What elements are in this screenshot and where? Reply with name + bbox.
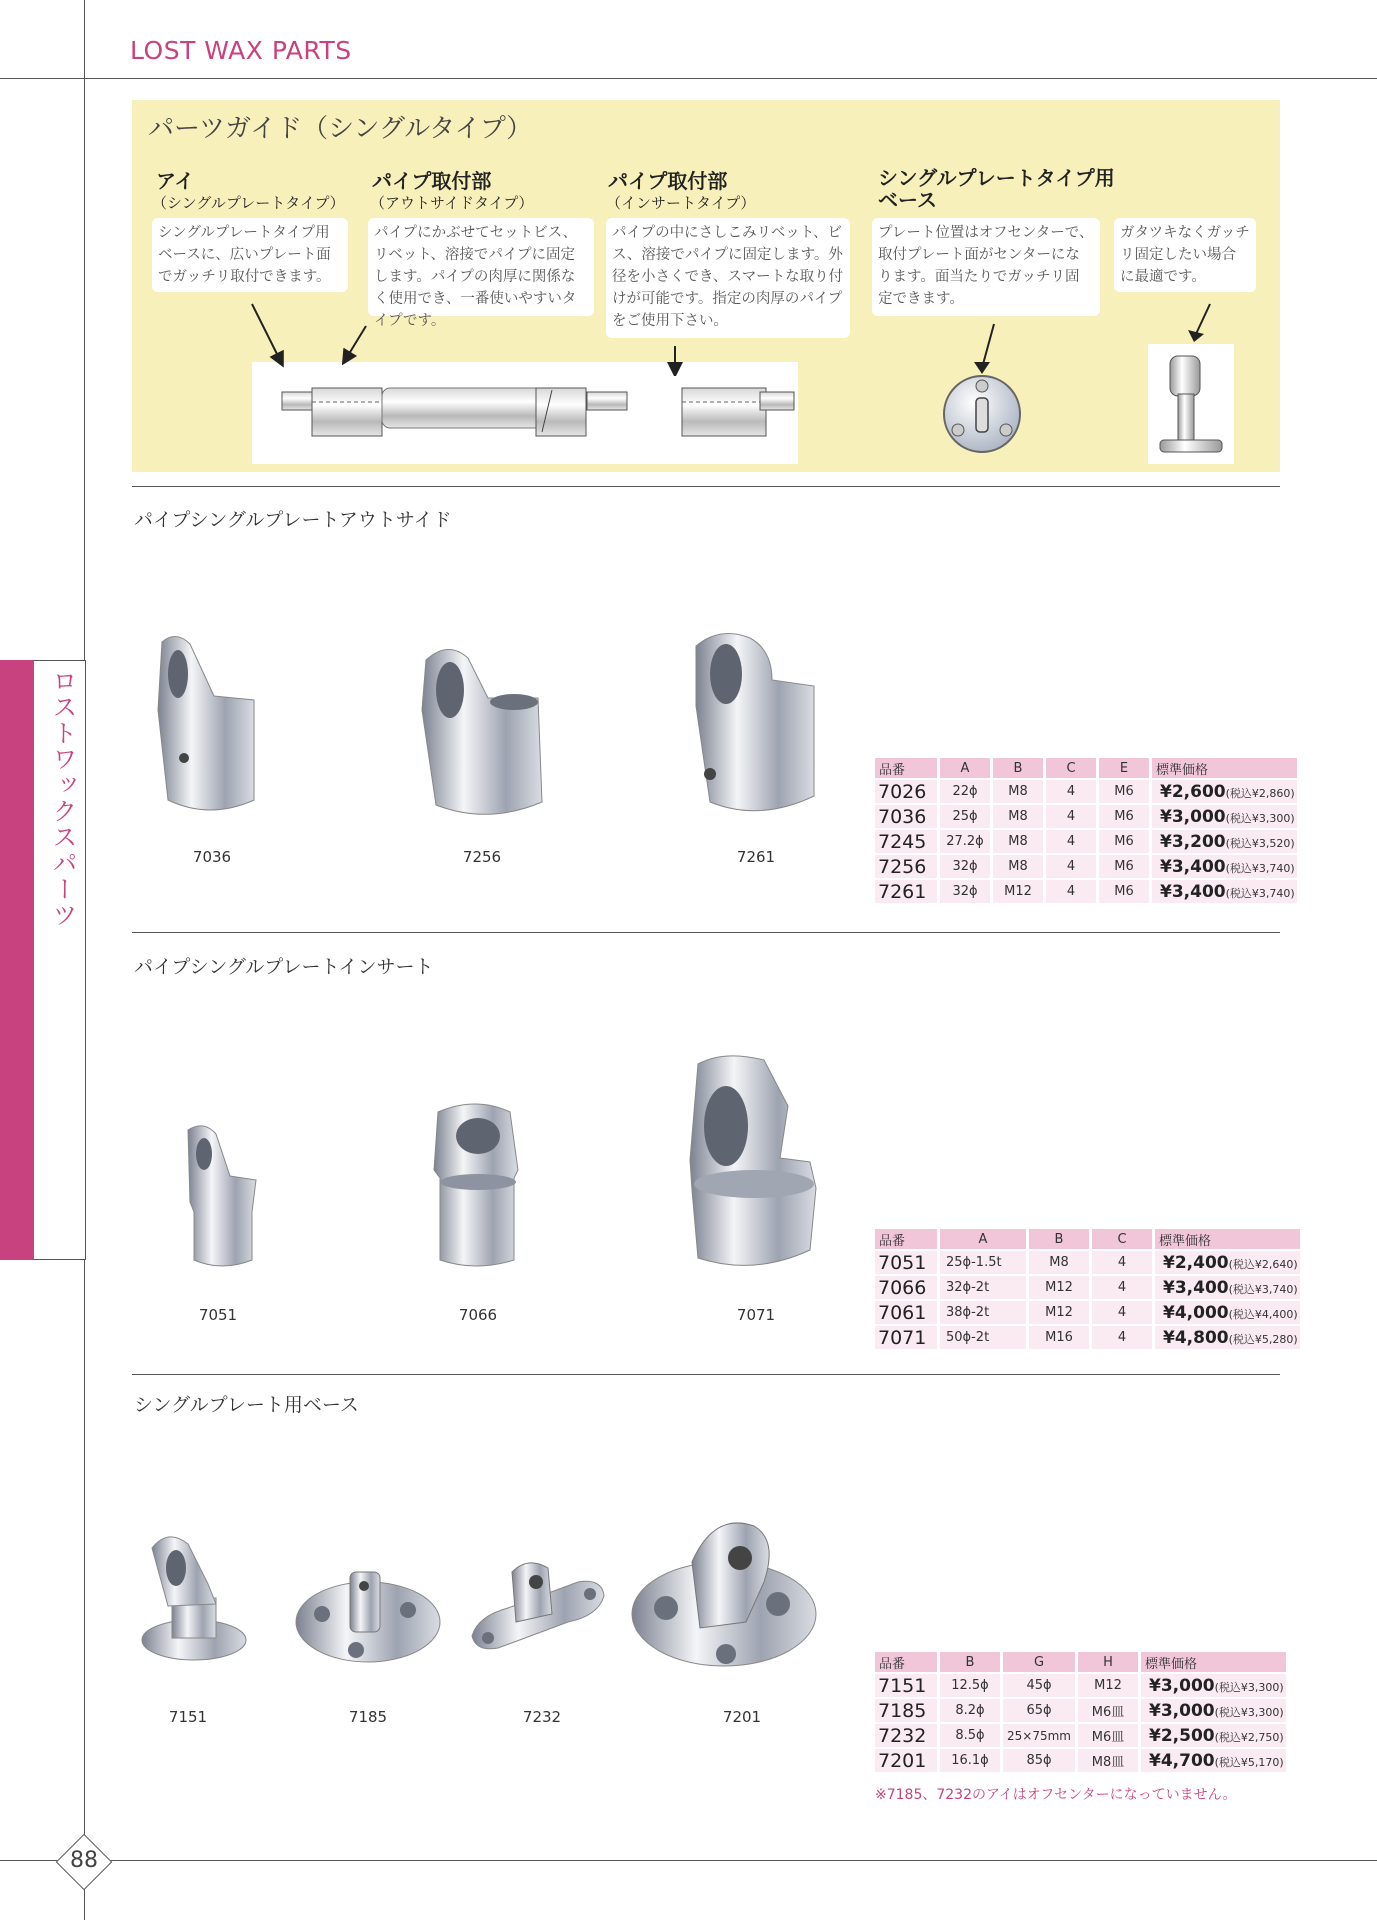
page-header-title: LOST WAX PARTS (130, 36, 352, 65)
cell-b: M8 (993, 780, 1043, 803)
cell-c: 4 (1046, 880, 1096, 903)
page-number: 88 (70, 1848, 98, 1873)
product-photo-7036 (150, 630, 260, 820)
th-c: C (1046, 758, 1096, 778)
spec-table-insert (872, 1227, 1303, 1351)
caption-7261: 7261 (736, 848, 776, 866)
th-price: 標準価格 (1152, 758, 1297, 778)
price-main: ¥2,400 (1163, 1252, 1229, 1273)
guide-outside-sub: （アウトサイドタイプ） (370, 194, 534, 212)
cell-e: M6 (1099, 880, 1149, 903)
cell-price (1141, 1699, 1286, 1722)
cell-code: 7071 (875, 1326, 937, 1349)
section-divider (132, 932, 1280, 933)
price-tax: (税込¥3,300) (1225, 811, 1295, 825)
spec-table-base (872, 1650, 1289, 1774)
cell-price (1141, 1724, 1286, 1747)
cell-b: M8 (1029, 1251, 1089, 1274)
cell-code: 7261 (875, 880, 937, 903)
th-h: H (1078, 1652, 1138, 1672)
product-photo-7071 (684, 1050, 824, 1276)
cell-h: M6皿 (1078, 1699, 1138, 1722)
table-row (875, 1326, 1300, 1349)
price-tax: (税込¥5,280) (1228, 1332, 1298, 1346)
cell-c: 4 (1046, 805, 1096, 828)
cell-c: 4 (1092, 1301, 1152, 1324)
guide-insert-desc: パイプの中にさしこみリベット、ビス、溶接でパイプに固定します。外径を小さくでき、スマートな取り付けが可能です。指定の肉厚のパイプをご使用下さい。 (606, 218, 850, 338)
cell-b: M12 (1029, 1301, 1089, 1324)
cell-code: 7051 (875, 1251, 937, 1274)
cell-price (1152, 855, 1297, 878)
cell-price (1155, 1276, 1300, 1299)
table-row (875, 780, 1297, 803)
table-row (875, 1276, 1300, 1299)
table-row (875, 1251, 1300, 1274)
cell-c: 4 (1092, 1276, 1152, 1299)
product-photo-7261 (690, 626, 820, 822)
cell-price (1141, 1749, 1286, 1772)
table-row (875, 880, 1297, 903)
cell-code: 7151 (875, 1674, 937, 1697)
price-tax: (税込¥5,170) (1214, 1755, 1284, 1769)
caption-7232: 7232 (522, 1708, 562, 1726)
section-title-base: シングルプレート用ベース (134, 1394, 359, 1416)
caption-7201: 7201 (722, 1708, 762, 1726)
cell-g: 25×75mm (1003, 1724, 1075, 1747)
cell-price (1155, 1301, 1300, 1324)
cell-b: M16 (1029, 1326, 1089, 1349)
cell-b: 12.5ϕ (940, 1674, 1000, 1697)
guide-eye-sub: （シングルプレートタイプ） (152, 194, 345, 212)
cell-price (1155, 1326, 1300, 1349)
price-tax: (税込¥3,740) (1228, 1282, 1298, 1296)
cell-c: 4 (1046, 855, 1096, 878)
section-divider (132, 1374, 1280, 1375)
price-main: ¥4,700 (1149, 1750, 1215, 1771)
pipe-diagram (252, 362, 798, 464)
th-c: C (1092, 1229, 1152, 1249)
table-row (875, 1674, 1286, 1697)
guide-insert-heading: パイプ取付部 (608, 169, 728, 193)
caption-7071: 7071 (736, 1306, 776, 1324)
cell-h: M8皿 (1078, 1749, 1138, 1772)
caption-7066: 7066 (458, 1306, 498, 1324)
cell-code: 7256 (875, 855, 937, 878)
cell-g: 85ϕ (1003, 1749, 1075, 1772)
product-photo-7151 (138, 1528, 250, 1664)
cell-price (1141, 1674, 1286, 1697)
price-tax: (税込¥2,860) (1225, 786, 1295, 800)
cell-c: 4 (1046, 830, 1096, 853)
price-tax: (税込¥3,300) (1214, 1705, 1284, 1719)
th-code: 品番 (875, 1229, 937, 1249)
price-main: ¥3,000 (1160, 806, 1226, 827)
price-tax: (税込¥3,740) (1225, 861, 1295, 875)
cell-code: 7061 (875, 1301, 937, 1324)
cell-code: 7245 (875, 830, 937, 853)
product-photo-7256 (418, 640, 548, 820)
cell-e: M6 (1099, 830, 1149, 853)
th-g: G (1003, 1652, 1075, 1672)
cell-b: 8.2ϕ (940, 1699, 1000, 1722)
cell-b: M8 (993, 855, 1043, 878)
cell-price (1152, 805, 1297, 828)
header-rule (0, 78, 1377, 79)
cell-c: 4 (1046, 780, 1096, 803)
guide-outside-desc: パイプにかぶせてセットビス、リベット、溶接でパイプに固定します。パイプの肉厚に関係なく使用でき、一番使いやすいタイプです。 (368, 218, 594, 316)
price-tax: (税込¥3,520) (1225, 836, 1295, 850)
table-row (875, 805, 1297, 828)
cell-a: 25ϕ-1.5t (940, 1251, 1026, 1274)
footnote: ※7185、7232のアイはオフセンターになっていません。 (875, 1787, 1237, 1803)
th-b: B (993, 758, 1043, 778)
cell-price (1152, 880, 1297, 903)
guide-eye-desc: シングルプレートタイプ用ベースに、広いプレート面でガッチリ取付できます。 (152, 218, 348, 292)
price-tax: (税込¥4,400) (1228, 1307, 1298, 1321)
cell-code: 7026 (875, 780, 937, 803)
solid-arrow-icon (1186, 300, 1226, 346)
guide-eye-heading: アイ (156, 169, 195, 193)
table-row (875, 1724, 1286, 1747)
cell-b: M12 (993, 880, 1043, 903)
side-tab-label: ロストワックスパーツ (49, 668, 78, 928)
price-tax: (税込¥2,750) (1214, 1730, 1284, 1744)
caption-7036: 7036 (192, 848, 232, 866)
th-a: A (940, 758, 990, 778)
cell-price (1152, 830, 1297, 853)
cell-a: 32ϕ (940, 855, 990, 878)
table-row (875, 855, 1297, 878)
cell-b: M8 (993, 830, 1043, 853)
guide-outside-heading: パイプ取付部 (372, 169, 492, 193)
section-title-outside: パイプシングルプレートアウトサイド (134, 509, 452, 531)
cell-code: 7066 (875, 1276, 937, 1299)
product-photo-7232 (468, 1552, 608, 1656)
th-price: 標準価格 (1155, 1229, 1300, 1249)
cell-a: 50ϕ-2t (940, 1326, 1026, 1349)
price-tax: (税込¥3,740) (1225, 886, 1295, 900)
section-title-insert: パイプシングルプレートインサート (134, 956, 434, 978)
cell-c: 4 (1092, 1326, 1152, 1349)
guide-solid-desc: ガタツキなくガッチリ固定したい場合に最適です。 (1114, 218, 1256, 292)
cell-a: 32ϕ (940, 880, 990, 903)
spec-table-outside (872, 756, 1300, 905)
table-row (875, 1749, 1286, 1772)
cell-e: M6 (1099, 805, 1149, 828)
cell-code: 7201 (875, 1749, 937, 1772)
cell-code: 7036 (875, 805, 937, 828)
price-main: ¥2,600 (1160, 781, 1226, 802)
guide-insert-sub: （インサートタイプ） (606, 194, 756, 212)
cell-e: M6 (1099, 780, 1149, 803)
cell-code: 7185 (875, 1699, 937, 1722)
cell-h: M12 (1078, 1674, 1138, 1697)
cell-b: 16.1ϕ (940, 1749, 1000, 1772)
price-main: ¥3,400 (1160, 881, 1226, 902)
th-e: E (1099, 758, 1149, 778)
base-arrow-icon (970, 320, 1000, 376)
caption-7051: 7051 (198, 1306, 238, 1324)
cell-price (1155, 1251, 1300, 1274)
product-photo-7051 (182, 1122, 262, 1272)
price-main: ¥3,000 (1149, 1700, 1215, 1721)
cell-c: 4 (1092, 1251, 1152, 1274)
cell-b: M8 (993, 805, 1043, 828)
th-b: B (1029, 1229, 1089, 1249)
cell-price (1152, 780, 1297, 803)
price-main: ¥3,200 (1160, 831, 1226, 852)
price-main: ¥4,800 (1163, 1327, 1229, 1348)
caption-7185: 7185 (348, 1708, 388, 1726)
cell-a: 25ϕ (940, 805, 990, 828)
product-photo-7066 (428, 1100, 524, 1272)
cell-a: 38ϕ-2t (940, 1301, 1026, 1324)
price-main: ¥3,400 (1163, 1277, 1229, 1298)
price-main: ¥3,400 (1160, 856, 1226, 877)
cell-g: 45ϕ (1003, 1674, 1075, 1697)
guide-arrows (240, 296, 1000, 376)
th-code: 品番 (875, 1652, 937, 1672)
guide-base-heading: シングルプレートタイプ用ベース (878, 166, 1115, 212)
guide-base-desc: プレート位置はオフセンターで、取付プレート面がセンターになります。面当たりでガッチリ固定できます。 (872, 218, 1100, 316)
table-row (875, 1699, 1286, 1722)
product-photo-7201 (628, 1512, 820, 1672)
caption-7256: 7256 (462, 848, 502, 866)
table-row (875, 1301, 1300, 1324)
solid-base-diagram (1148, 344, 1234, 464)
price-main: ¥4,000 (1163, 1302, 1229, 1323)
price-tax: (税込¥2,640) (1228, 1257, 1298, 1271)
price-main: ¥2,500 (1149, 1725, 1215, 1746)
cell-a: 27.2ϕ (940, 830, 990, 853)
cell-code: 7232 (875, 1724, 937, 1747)
section-divider (132, 486, 1280, 487)
th-a: A (940, 1229, 1026, 1249)
side-tab-bar (0, 660, 34, 1260)
cell-g: 65ϕ (1003, 1699, 1075, 1722)
parts-guide-title: パーツガイド（シングルタイプ） (148, 114, 533, 144)
price-tax: (税込¥3,300) (1214, 1680, 1284, 1694)
round-base-diagram (940, 372, 1024, 456)
caption-7151: 7151 (168, 1708, 208, 1726)
cell-e: M6 (1099, 855, 1149, 878)
cell-b: M12 (1029, 1276, 1089, 1299)
th-price: 標準価格 (1141, 1652, 1286, 1672)
cell-a: 22ϕ (940, 780, 990, 803)
th-code: 品番 (875, 758, 937, 778)
table-row (875, 830, 1297, 853)
th-b: B (940, 1652, 1000, 1672)
cell-a: 32ϕ-2t (940, 1276, 1026, 1299)
footer-rule (0, 1860, 1377, 1861)
product-photo-7185 (292, 1562, 444, 1666)
cell-h: M6皿 (1078, 1724, 1138, 1747)
cell-b: 8.5ϕ (940, 1724, 1000, 1747)
price-main: ¥3,000 (1149, 1675, 1215, 1696)
